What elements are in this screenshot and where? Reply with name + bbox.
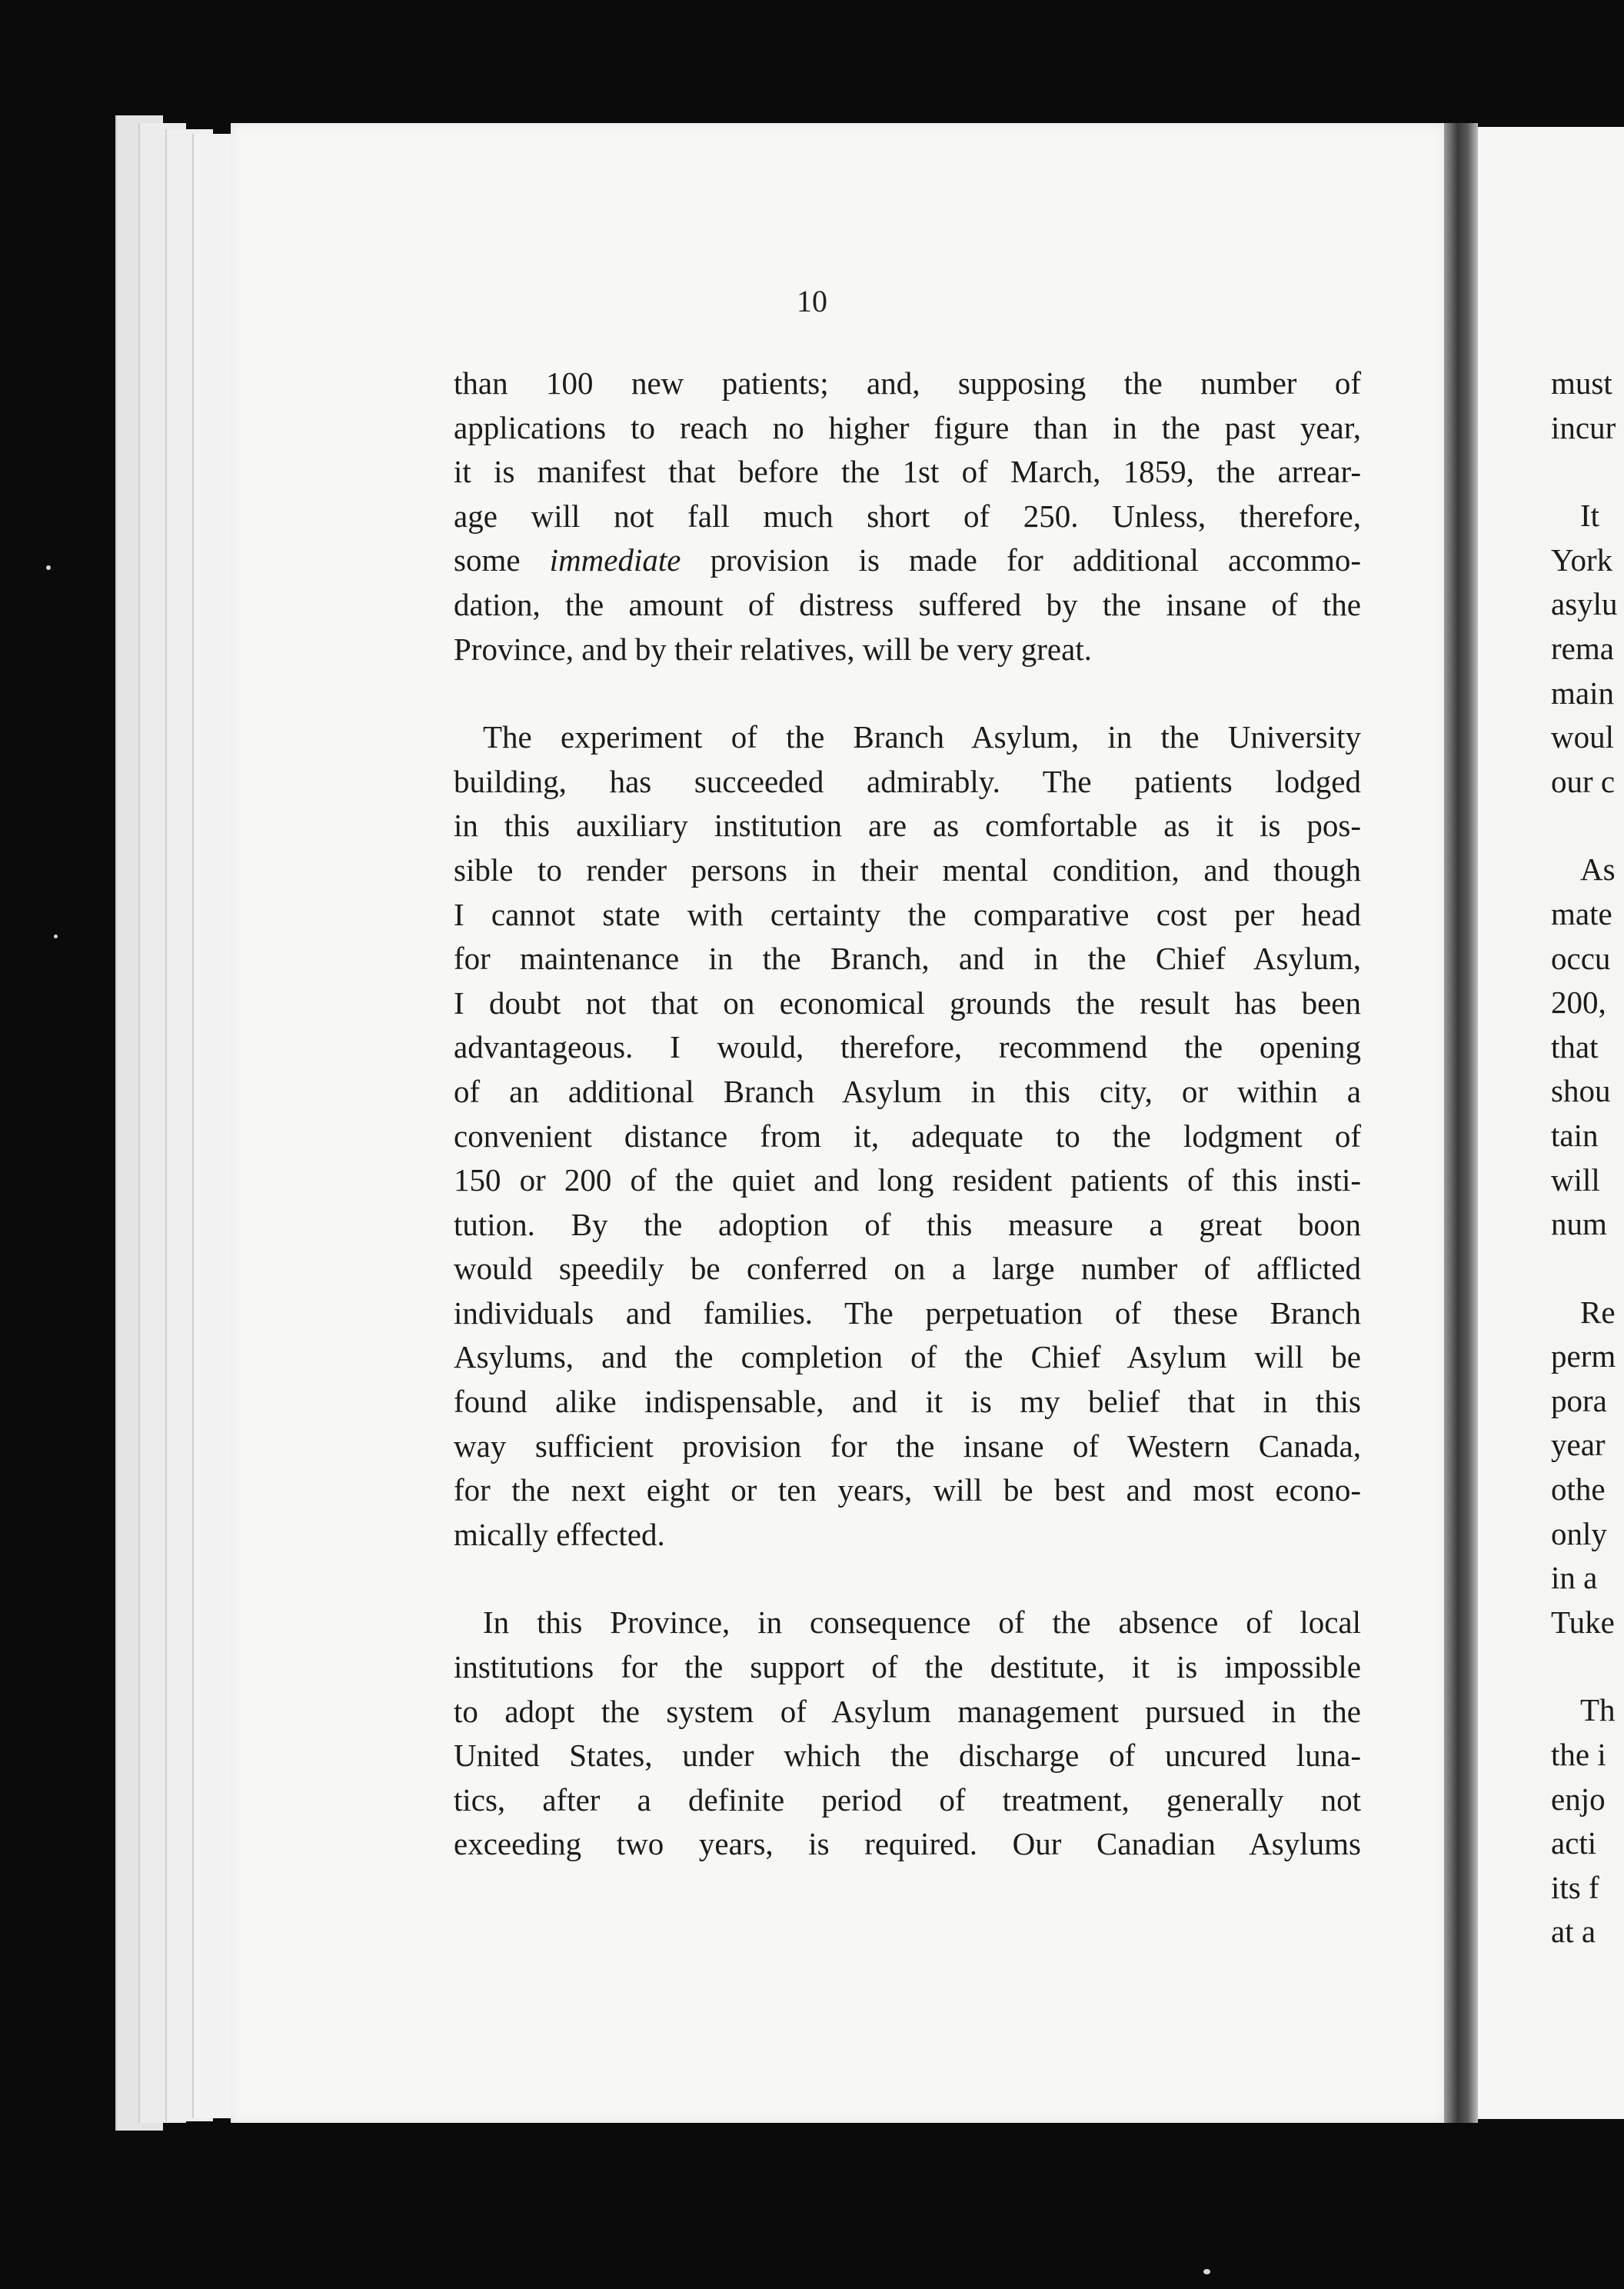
text-line: tution. By the adoption of this measure a great boon: [454, 1206, 1361, 1242]
text-fragment: Re: [1580, 1294, 1616, 1330]
text-line: I cannot state with certainty the comparative cost per head: [454, 896, 1361, 932]
text-fragment: othe: [1551, 1471, 1606, 1508]
text-line: Province, and by their relatives, will be very great.: [454, 631, 1092, 667]
text-fragment: tain: [1551, 1117, 1599, 1153]
text-line: found alike indispensable, and it is my belief that in this: [454, 1384, 1361, 1420]
text-line: In this Province, in consequence of the absence of local: [483, 1604, 1361, 1641]
text-fragment: York: [1551, 541, 1613, 578]
text-fragment: num: [1551, 1206, 1607, 1242]
text-fragment: asylu: [1551, 586, 1618, 622]
text-line: age will not fall much short of 250. Unless, therefore,: [454, 498, 1361, 534]
text-line: some immediate provision is made for additional accommo-: [454, 542, 1361, 578]
page-body: [454, 362, 1361, 1867]
text-fragment: shou: [1551, 1073, 1611, 1109]
text-line: for maintenance in the Branch, and in the Chief Asylum,: [454, 941, 1361, 977]
text-line: I doubt not that on economical grounds the result has been: [454, 985, 1361, 1021]
text-fragment: occu: [1551, 940, 1611, 976]
text-fragment: Tuke: [1551, 1604, 1615, 1640]
emphasized-word: immediate: [549, 542, 681, 578]
page-number: 10: [797, 284, 827, 318]
text-line: to adopt the system of Asylum management pursued in the: [454, 1693, 1361, 1729]
text-line: 150 or 200 of the quiet and long resident patients of this insti-: [454, 1162, 1361, 1198]
text-fragment: year: [1551, 1427, 1606, 1463]
text-fragment: Th: [1580, 1692, 1616, 1728]
text-fragment: the i: [1551, 1737, 1606, 1773]
text-fragment: acti: [1551, 1825, 1597, 1861]
text-line: United States, under which the discharge of uncured luna-: [454, 1738, 1361, 1774]
paragraph-1: [454, 362, 1361, 671]
text-line: exceeding two years, is required. Our Canadian Asylums: [454, 1826, 1361, 1862]
text-fragment: that: [1551, 1028, 1599, 1065]
text-fragment: It: [1580, 498, 1600, 534]
text-fragment: 200,: [1551, 985, 1606, 1021]
text-fragment: at a: [1551, 1914, 1596, 1950]
text-line: for the next eight or ten years, will be best and most econo-: [454, 1472, 1361, 1508]
dust-speck: [46, 565, 51, 570]
text-line: of an additional Branch Asylum in this city, or within a: [454, 1073, 1361, 1109]
text-fragment: rema: [1551, 630, 1614, 666]
text-fragment: in a: [1551, 1560, 1598, 1596]
text-fragment: its f: [1551, 1869, 1599, 1905]
facing-page-text: [1551, 362, 1624, 1954]
text-fragment: As: [1580, 851, 1616, 888]
text-line: dation, the amount of distress suffered by the insane of the: [454, 586, 1361, 622]
text-line: The experiment of the Branch Asylum, in the University: [483, 719, 1361, 755]
text-fragment: woul: [1551, 719, 1614, 755]
book-gutter: [1444, 123, 1478, 2123]
text-line: individuals and families. The perpetuation of these Branch: [454, 1294, 1361, 1331]
text-fragment: main: [1551, 675, 1614, 711]
text-line: mically effected.: [454, 1516, 665, 1552]
text-line: would speedily be conferred on a large number of afflicted: [454, 1251, 1361, 1287]
dust-speck: [54, 935, 58, 938]
text-line: convenient distance from it, adequate to the lodgment of: [454, 1118, 1361, 1154]
text-fragment: incur: [1551, 409, 1616, 445]
text-fragment: mate: [1551, 895, 1612, 931]
text-fragment: pora: [1551, 1382, 1607, 1418]
text-fragment: will: [1551, 1161, 1600, 1198]
text-line: institutions for the support of the destitute, it is impossible: [454, 1649, 1361, 1685]
text-line: building, has succeeded admirably. The patients lodged: [454, 763, 1361, 799]
text-line: Asylums, and the completion of the Chief Asylum will be: [454, 1339, 1361, 1375]
text-line: applications to reach no higher figure than in the past year,: [454, 409, 1361, 445]
dust-speck: [1203, 2269, 1210, 2274]
text-line: it is manifest that before the 1st of March, 1859, the arrear-: [454, 454, 1361, 490]
text-line: way sufficient provision for the insane of Western Canada,: [454, 1428, 1361, 1464]
text-fragment: enjo: [1551, 1781, 1606, 1817]
paragraph-2: [454, 715, 1361, 1557]
text-line: advantageous. I would, therefore, recommend the opening: [454, 1029, 1361, 1065]
text-fragment: our c: [1551, 763, 1616, 799]
paragraph-3: [454, 1601, 1361, 1867]
text-line: sible to render persons in their mental condition, and though: [454, 851, 1361, 888]
text-line: in this auxiliary institution are as comfortable as it is pos-: [454, 808, 1361, 844]
text-fragment: must: [1551, 365, 1612, 401]
text-line: than 100 new patients; and, supposing the number of: [454, 365, 1361, 401]
text-line: tics, after a definite period of treatment, generally not: [454, 1781, 1361, 1818]
text-fragment: only: [1551, 1515, 1607, 1551]
text-fragment: perm: [1551, 1338, 1616, 1374]
